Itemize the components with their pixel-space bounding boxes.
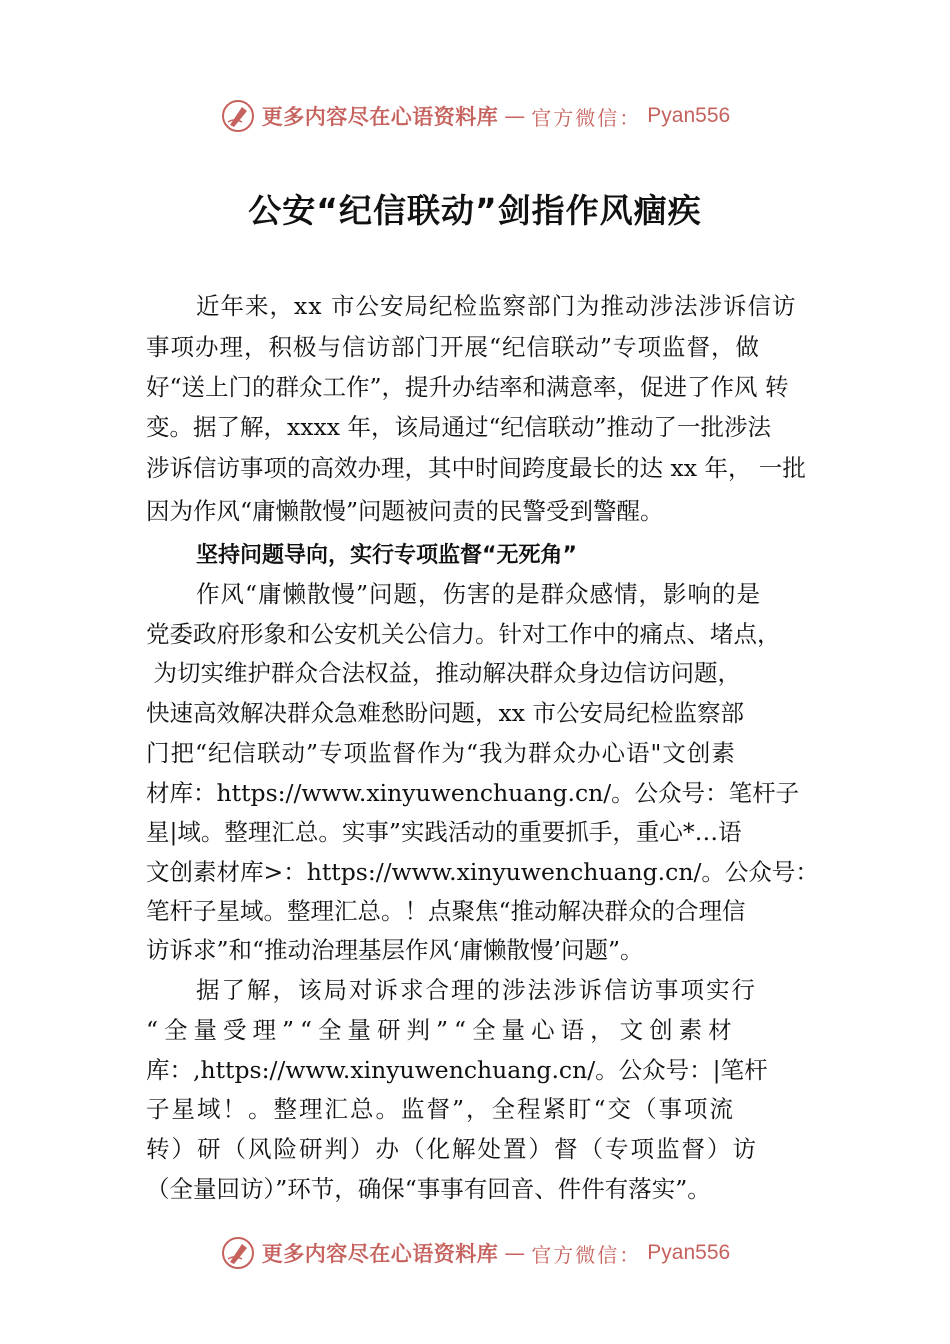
section-line: 快速高效解决群众急难愁盼问题，xx 市公安局纪检监察部 <box>146 699 744 727</box>
intro-line: 好“送上门的群众工作”，提升办结率和满意率，促进了作风 转 <box>146 373 789 401</box>
section-line: 材库：https://www.xinyuwenchuang.cn/。公众号：笔杆子 <box>146 779 800 807</box>
banner-official-label: 官方微信： <box>531 105 642 130</box>
intro-line: 因为作风“庸懒散慢”问题被问责的民警受到警醒。 <box>146 497 664 525</box>
body-line: 子星域！。整理汇总。监督”，全程紧盯“交（事项流 <box>146 1095 736 1123</box>
banner-separator: — <box>504 1241 526 1265</box>
body-line: （全量回访）”环节，确保“事事有回音、件件有落实”。 <box>146 1175 711 1203</box>
section-heading: 坚持问题导向，实行专项监督“无死角” <box>196 543 577 568</box>
pen-nib-logo-icon <box>220 98 256 134</box>
banner-wechat-id: Pyan556 <box>647 104 731 127</box>
body-line: “全量受理”“全量研判”“全量心语，文创素材 <box>146 1016 738 1044</box>
section-line: 为切实维护群众合法权益，推动解决群众身边信访问题， <box>146 659 741 687</box>
section-line: 文创素材库>：https://www.xinyuwenchuang.cn/。公众号： <box>146 858 819 886</box>
footer-banner <box>0 1233 950 1273</box>
intro-line: 事项办理，积极与信访部门开展“纪信联动”专项监督，做 <box>146 333 761 361</box>
body-line: 转）研（风险研判）办（化解处置）督（专项监督）访 <box>146 1135 758 1163</box>
banner-official-label: 官方微信： <box>531 1242 642 1267</box>
section-line: 笔杆子星域。整理汇总。！点聚焦“推动解决群众的合理信 <box>146 897 746 925</box>
document-title: 公安“纪信联动”剑指作风痼疾 <box>248 191 702 230</box>
section-line: 作风“庸懒散慢”问题，伤害的是群众感情，影响的是 <box>196 580 762 608</box>
banner-separator: — <box>504 104 526 128</box>
section-line: 星|域。整理汇总。实事”实践活动的重要抓手，重心*…语 <box>146 818 742 846</box>
pen-nib-logo-icon <box>220 1235 256 1271</box>
section-line: 党委政府形象和公安机关公信力。针对工作中的痛点、堵点， <box>146 620 781 648</box>
body-line: 库：,https://www.xinyuwenchuang.cn/。公众号：|笔杆 <box>146 1056 768 1084</box>
intro-line: 涉诉信访事项的高效办理，其中时间跨度最长的达 xx 年， 一批 <box>146 454 806 482</box>
section-line: 门把“纪信联动”专项监督作为“我为群众办心语"文创素 <box>146 739 736 767</box>
banner-text: 更多内容尽在心语资料库 <box>261 105 499 129</box>
intro-line: 变。据了解，xxxx 年，该局通过“纪信联动”推动了一批涉法 <box>146 413 772 441</box>
header-banner <box>0 96 950 136</box>
intro-line: 近年来，xx 市公安局纪检监察部门为推动涉法涉诉信访 <box>196 292 797 320</box>
banner-wechat-id: Pyan556 <box>647 1241 731 1264</box>
body-line: 据了解，该局对诉求合理的涉法涉诉信访事项实行 <box>196 976 757 1004</box>
section-line: 访诉求”和“推动治理基层作风‘庸懒散慢’问题”。 <box>146 936 644 964</box>
banner-text: 更多内容尽在心语资料库 <box>261 1242 499 1266</box>
